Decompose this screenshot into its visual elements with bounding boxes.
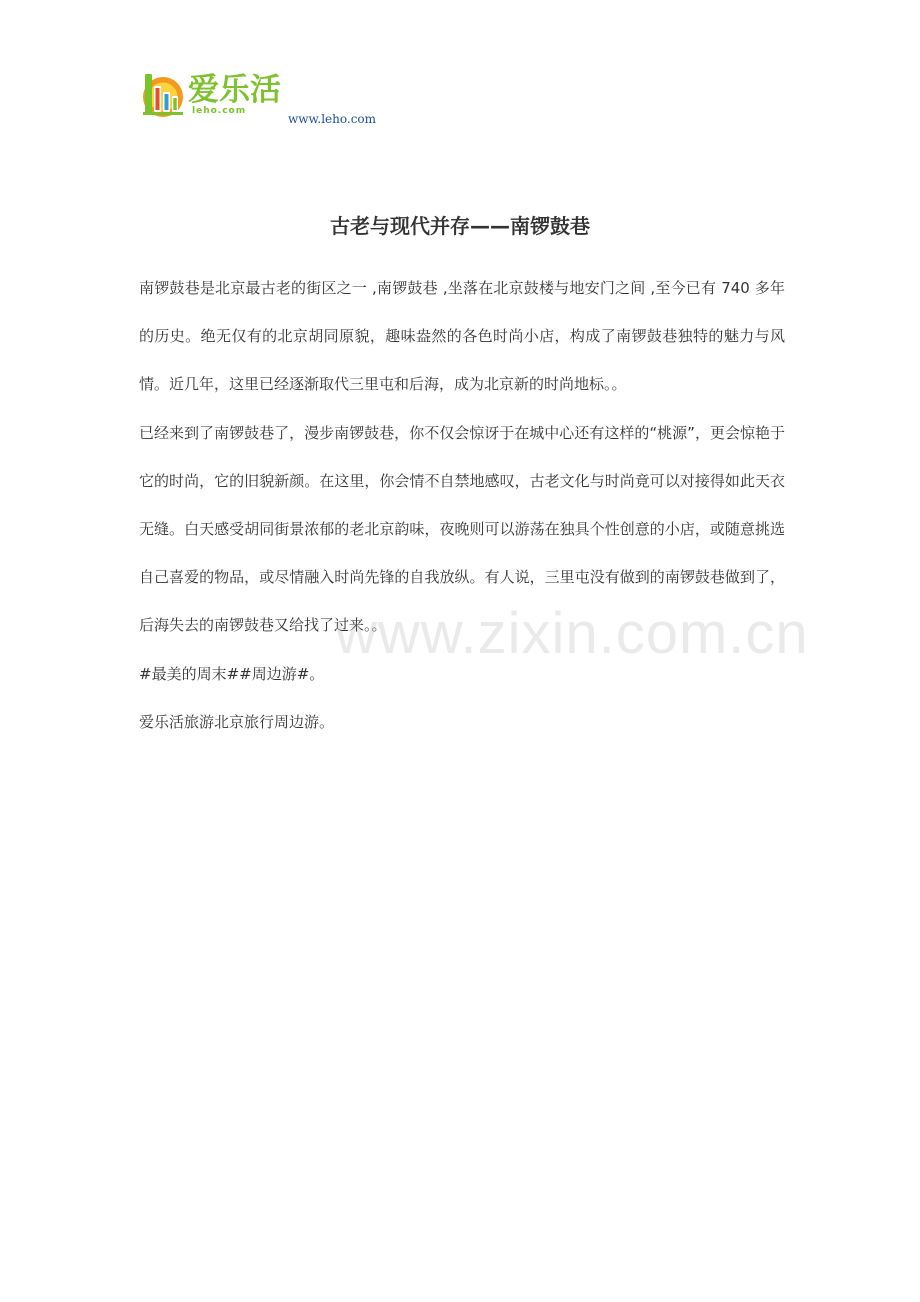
watermark: www.zixin.com.cn (335, 601, 809, 666)
article-footer-tags: 爱乐活旅游北京旅行周边游。 (139, 712, 335, 731)
article-body (139, 264, 785, 746)
logo-wordmark: 爱乐活 (188, 72, 281, 108)
article-paragraph-1: 南锣鼓巷是北京最古老的街区之一 ,南锣鼓巷 ,坐落在北京鼓楼与地安门之间 ,至今已有 740 多年的历史。绝无仅有的北京胡同原貌，趣味盎然的各色时尚小店，构成了南锣鼓巷独特的魅力与风情。近几年，这里已经逐渐取代三里屯和后海，成为北京新的时尚地标。。 (139, 279, 785, 394)
page-header (140, 70, 400, 130)
article-hashtags: #最美的周末##周边游#。 (139, 664, 325, 683)
leho-logo[interactable] (140, 70, 290, 120)
site-url-link[interactable]: www.leho.com (288, 112, 377, 126)
leho-logo-icon (140, 70, 188, 120)
article-title: 古老与现代并存——南锣鼓巷 (330, 214, 590, 238)
logo-domain-text: leho.com (192, 106, 247, 116)
article-paragraph-2: 已经来到了南锣鼓巷了，漫步南锣鼓巷，你不仅会惊讶于在城中心还有这样的“桃源”，更会惊艳于它的时尚，它的旧貌新颜。在这里，你会情不自禁地感叹，古老文化与时尚竟可以对接得如此天衣无缝。白天感受胡同街景浓郁的老北京韵味，夜晚则可以游荡在独具个性创意的小店，或随意挑选自己喜爱的物品，或尽情融入时尚先锋的自我放纵。有人说，三里屯没有做到的南锣鼓巷做到了，后海失去的南锣鼓巷又给找了过来。。 (139, 423, 785, 635)
